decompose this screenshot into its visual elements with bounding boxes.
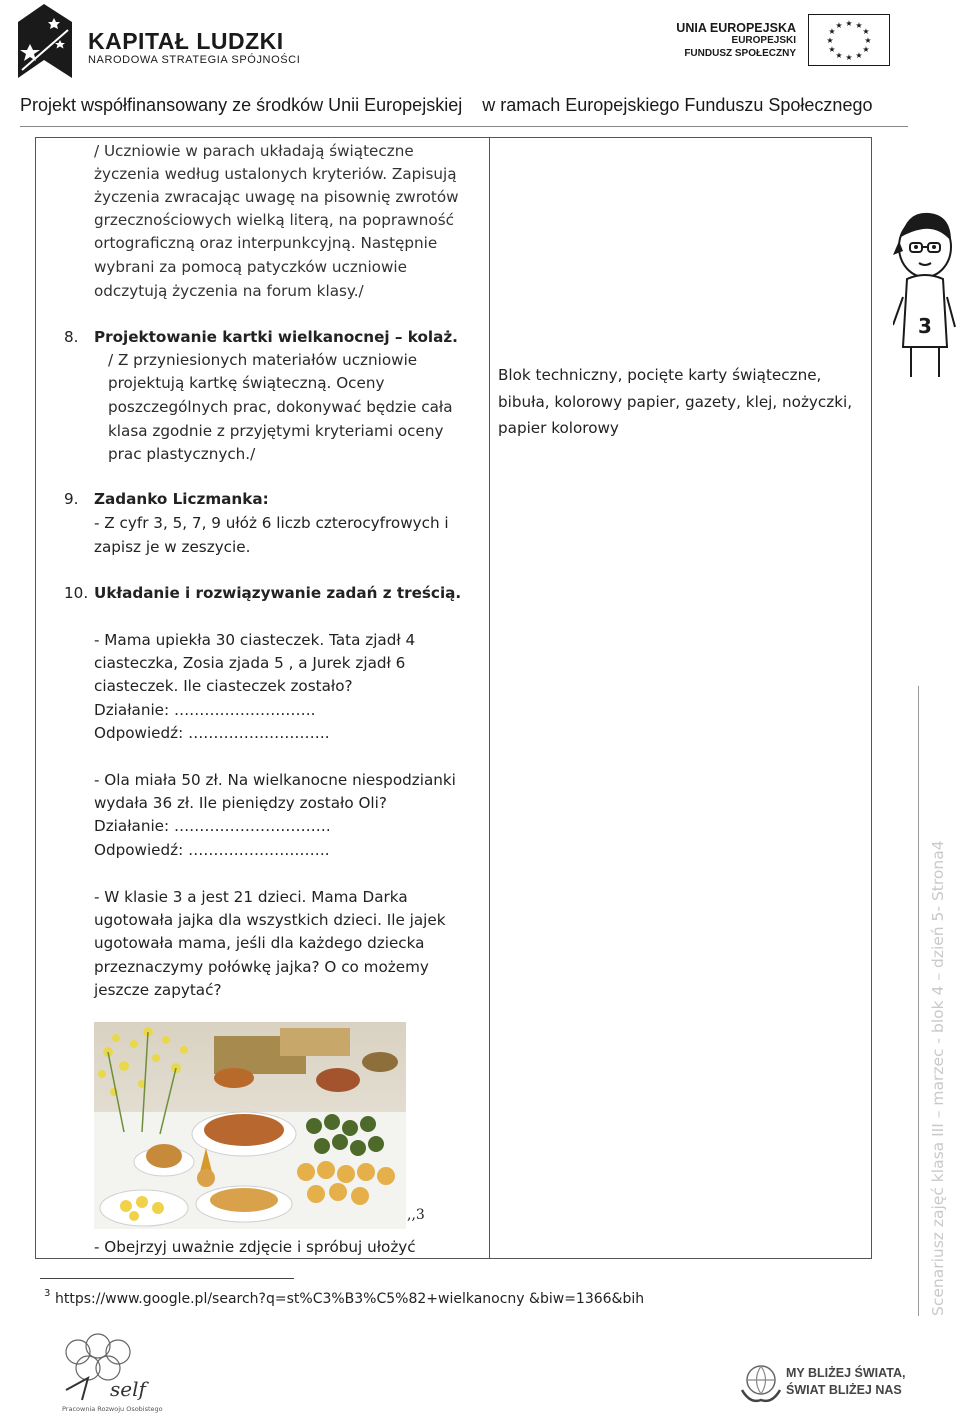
eu-label-line1: UNIA EUROPEJSKA bbox=[676, 21, 796, 35]
task-1-line: - Mama upiekła 30 ciasteczek. Tata zjadł 4 bbox=[94, 631, 416, 649]
self-logo-text: self bbox=[110, 1377, 146, 1401]
materials-line: bibuła, kolorowy papier, gazety, klej, nożyczki, bbox=[498, 392, 853, 411]
svg-text:★: ★ bbox=[835, 51, 843, 60]
mascot-girl-icon bbox=[893, 207, 957, 383]
easter-table-photo bbox=[94, 1022, 406, 1229]
side-banner-rule bbox=[918, 686, 919, 1316]
item-8-title: Projektowanie kartki wielkanocnej – kolaż. bbox=[94, 328, 458, 346]
footnote-number: 3 bbox=[44, 1288, 51, 1299]
task-3-line: ugotowała jajka dla wszystkich dzieci. Ile jajek bbox=[94, 911, 446, 929]
eu-label-line3: FUNDUSZ SPOŁECZNY bbox=[684, 48, 796, 59]
intro-line: grzecznościowych wielką literą, na poprawność bbox=[94, 211, 454, 229]
materials-line: Blok techniczny, pocięte karty świąteczne, bbox=[498, 366, 822, 384]
project-line-right: w ramach Europejskiego Funduszu Społecznego bbox=[482, 95, 873, 115]
svg-text:★: ★ bbox=[845, 19, 853, 28]
mascot-number: 3 bbox=[918, 314, 932, 338]
task-2-line: wydała 36 zł. Ile pieniędzy zostało Oli? bbox=[94, 794, 387, 812]
intro-line: życzenia zwracając uwagę na pisownię zwrotów bbox=[94, 188, 459, 206]
eu-flag-icon bbox=[808, 14, 890, 66]
task-2-line: Odpowiedź: ………………………. bbox=[94, 841, 330, 859]
svg-text:★: ★ bbox=[828, 45, 836, 54]
logo-title: KAPITAŁ LUDZKI bbox=[88, 28, 284, 54]
svg-text:★: ★ bbox=[835, 21, 843, 30]
intro-line: odczytują życzenia na forum klasy./ bbox=[94, 282, 364, 300]
task-3-line: przeznaczymy połówkę jajka? O co możemy bbox=[94, 958, 429, 976]
project-cofinancing-line bbox=[20, 95, 872, 116]
task-1-line: Odpowiedź: ………………………. bbox=[94, 724, 330, 742]
footnote-link[interactable]: https://www.google.pl/search?q=st%C3%B3%C5%82+wielkanocny &biw=1366&bih bbox=[55, 1291, 645, 1307]
item-9-title: Zadanko Liczmanka: bbox=[94, 490, 269, 508]
photo-task-line: - Obejrzyj uważnie zdjęcie i spróbuj ułożyć bbox=[94, 1238, 416, 1256]
task-1-line: Działanie: ………………………. bbox=[94, 701, 316, 719]
svg-text:★: ★ bbox=[864, 36, 872, 45]
kapital-ludzki-logo-icon bbox=[8, 0, 78, 80]
item-8-number: 8. bbox=[64, 328, 79, 346]
svg-text:★: ★ bbox=[862, 27, 870, 36]
materials-line: papier kolorowy bbox=[498, 419, 619, 437]
footer-logo-line1: MY BLIŻEJ ŚWIATA, bbox=[786, 1366, 906, 1380]
photo-footnote-marker: ,,3 bbox=[407, 1207, 425, 1223]
intro-line: ortograficzną oraz interpunkcyjną. Następnie bbox=[94, 234, 438, 252]
item-8-line: projektują kartkę świąteczną. Oceny bbox=[108, 374, 385, 392]
svg-text:★: ★ bbox=[826, 36, 834, 45]
side-banner-text: Scenariusz zajęć klasa III – marzec - blok 4 – dzień 5- Strona4 bbox=[929, 840, 947, 1316]
task-1-line: ciasteczek. Ile ciasteczek zostało? bbox=[94, 677, 353, 695]
task-3-line: - W klasie 3 a jest 21 dzieci. Mama Darka bbox=[94, 888, 408, 906]
header-divider bbox=[20, 126, 908, 127]
item-9-line: zapisz je w zeszycie. bbox=[94, 538, 251, 556]
materials-list bbox=[498, 362, 868, 442]
intro-line: życzenia według ustalonych kryteriów. Zapisują bbox=[94, 165, 457, 183]
project-line-left: Projekt współfinansowany ze środków Unii Europejskiej bbox=[20, 95, 463, 115]
item-8-line: poszczególnych prac, dokonywać będzie cała bbox=[108, 398, 453, 416]
item-8-line: / Z przyniesionych materiałów uczniowie bbox=[108, 351, 418, 369]
svg-text:★: ★ bbox=[855, 51, 863, 60]
svg-text:★: ★ bbox=[845, 53, 853, 62]
item-8-line: klasa zgodnie z przyjętymi kryteriami oceny bbox=[108, 422, 444, 440]
item-10-number: 10. bbox=[64, 584, 89, 602]
item-8-line: prac plastycznych./ bbox=[108, 445, 256, 463]
svg-text:★: ★ bbox=[828, 27, 836, 36]
globe-hands-logo-icon bbox=[740, 1360, 782, 1404]
logo-subtitle: NARODOWA STRATEGIA SPÓJNOŚCI bbox=[88, 54, 301, 66]
task-3-line: jeszcze zapytać? bbox=[94, 981, 222, 999]
item-9-number: 9. bbox=[64, 490, 79, 508]
svg-text:★: ★ bbox=[862, 45, 870, 54]
intro-line: / Uczniowie w parach układają świąteczne bbox=[94, 142, 414, 160]
self-logo-caption: Pracownia Rozwoju Osobistego bbox=[62, 1405, 163, 1413]
task-1-line: ciasteczka, Zosia zjada 5 , a Jurek zjadł 6 bbox=[94, 654, 406, 672]
intro-line: wybrani za pomocą patyczków uczniowie bbox=[94, 258, 407, 276]
item-10-title: Układanie i rozwiązywanie zadań z treścią. bbox=[94, 584, 462, 602]
task-3-line: ugotowała mama, jeśli dla każdego dziecka bbox=[94, 934, 425, 952]
footer-logo-line2: ŚWIAT BLIŻEJ NAS bbox=[786, 1383, 902, 1397]
task-2-line: Działanie: …………………………. bbox=[94, 817, 331, 835]
eu-label-line2: EUROPEJSKI bbox=[731, 35, 796, 46]
task-2-line: - Ola miała 50 zł. Na wielkanocne niespodzianki bbox=[94, 771, 456, 789]
item-9-line: - Z cyfr 3, 5, 7, 9 ułóż 6 liczb czterocyfrowych i bbox=[94, 514, 449, 532]
svg-text:★: ★ bbox=[855, 21, 863, 30]
footnote-separator bbox=[40, 1278, 294, 1279]
table-column-divider bbox=[489, 137, 490, 1259]
